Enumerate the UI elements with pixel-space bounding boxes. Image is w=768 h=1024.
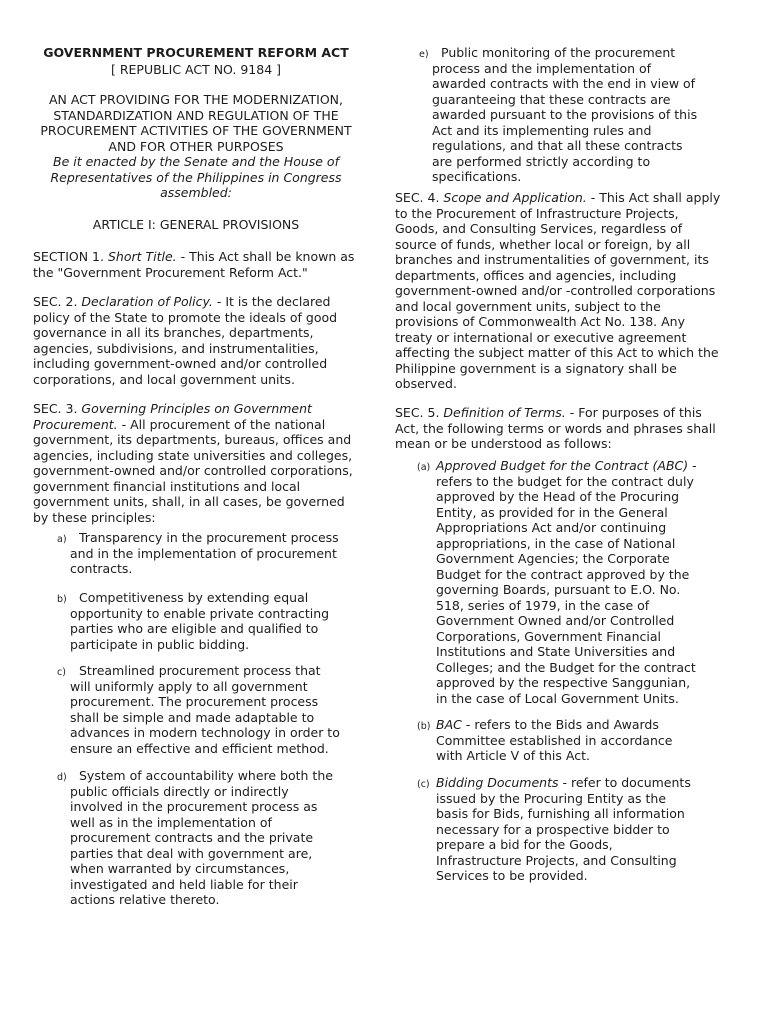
list-marker: c) [57,667,66,678]
section-number: SEC. 5. [395,405,440,420]
enacting-clause: Be it enacted by the Senate and the House of Representatives of the Philippines in Congress assembled: [50,154,342,200]
definition-text: - refers to the Bids and Awards Committee established in accordance with Article V of this Act. [436,717,673,763]
list-marker: a) [57,534,67,545]
list-marker: (a) [417,462,431,473]
definition-term: BAC [436,717,462,732]
section-body: - This Act shall be known as the "Government Procurement Reform Act." [33,249,355,280]
section-title: Scope and Application. [443,190,587,205]
principle-text: Streamlined procurement process that will uniformly apply to all government procurement. The procurement process shall be simple and made adaptable to advances in modern technology in order to ensure an effective and efficient method. [70,663,340,756]
section-3 [33,401,359,525]
list-marker: b) [57,594,67,605]
section-number: SEC. 2. [33,294,78,309]
definition-text: - refer to documents issued by the Procuring Entity as the basis for Bids, furnishing all information necessary for a prospective bidder to prepare a bid for the Goods, Infrastructure Projects, and Consulting Services to be provided. [436,775,691,883]
principle-item-c [33,663,359,756]
definition-item-b [395,717,733,764]
right-column [395,0,733,1024]
section-number: SEC. 3. [33,401,78,416]
definition-term: Bidding Documents [436,775,559,790]
principle-text: Transparency in the procurement process and in the implementation of procurement contracts. [70,530,339,576]
long-title: AN ACT PROVIDING FOR THE MODERNIZATION, STANDARDIZATION AND REGULATION OF THE PROCUREMENT ACTIVITIES OF THE GOVERNMENT AND FOR OTHER PURPOSES [40,92,352,154]
section-number: SEC. 4. [395,190,440,205]
principle-item-e [395,45,733,185]
list-marker: (b) [417,721,431,732]
left-column [33,0,359,1024]
definition-term: Approved Budget for the Contract (ABC) [436,458,689,473]
list-marker: (c) [417,779,430,790]
list-marker: e) [419,49,429,60]
article-heading: ARTICLE I: GENERAL PROVISIONS [92,217,300,232]
definition-item-a [395,458,733,706]
document-title: GOVERNMENT PROCUREMENT REFORM ACT [43,45,349,60]
section-5 [395,405,733,452]
section-body: - This Act shall apply to the Procurement of Infrastructure Projects, Goods, and Consulting Services, regardless of source of funds, whether local or foreign, by all branches and instrumentalities of government, its departments, offices and agencies, including government-owned and/or -controlled corporations and local government units, subject to the provisions of Commonwealth Act No. 138. Any treaty or international or executive agreement affecting the subject matter of this Act to which the Philippine government is a signatory shall be observed. [395,190,721,391]
list-marker: d) [57,772,67,783]
section-1 [33,249,359,280]
section-body: - It is the declared policy of the State to promote the ideals of good governance in all its branches, departments, agencies, subdivisions, and instrumentalities, including government-owned and/or controlled corporations, and local government units. [33,294,338,387]
section-title: Definition of Terms. [443,405,566,420]
act-number: [ REPUBLIC ACT NO. 9184 ] [110,62,281,77]
principle-item-a [33,530,359,577]
principle-text: Public monitoring of the procurement process and the implementation of awarded contracts with the end in view of guaranteeing that these contracts are awarded pursuant to the provisions of this Act and its implementing rules and regulations, and that all these contracts are performed strictly according to specifications. [432,45,698,184]
section-4 [395,190,733,392]
principle-text: Competitiveness by extending equal opportunity to enable private contracting parties who are eligible and qualified to participate in public bidding. [70,590,330,652]
principle-item-d [33,768,359,908]
definition-item-c [395,775,733,884]
section-number: SECTION 1. [33,249,104,264]
section-title: Declaration of Policy. [81,294,213,309]
section-title: Governing Principles on Government Procurement. [33,401,312,432]
section-2 [33,294,359,387]
principle-text: System of accountability where both the public officials directly or indirectly involved in the procurement process as well as in the implementation of procurement contracts and the private parties that deal with government are, when warranted by circumstances, investigated and held liable for their actions relative thereto. [70,768,333,907]
section-title: Short Title. [107,249,177,264]
section-body: - For purposes of this Act, the following terms or words and phrases shall mean or be understood as follows: [395,405,716,451]
section-body: - All procurement of the national government, its departments, bureaus, offices and agencies, including state universities and colleges, government-owned and/or controlled corporations, government financial institutions and local government units, shall, in all cases, be governed by these principles: [33,416,353,525]
principle-item-b [33,590,359,652]
definition-text: - refers to the budget for the contract duly approved by the Head of the Procuring Entity, as provided for in the General Appropriations Act and/or continuing appropriations, in the case of National Government Agencies; the Corporate Budget for the contract approved by the governing Boards, pursuant to E.O. No. 518, series of 1979, in the case of Government Owned and/or Controlled Corporations, Government Financial Institutions and State Universities and Colleges; and the Budget for the contract approved by the respective Sanggunian, in the case of Local Government Units. [436,458,697,706]
